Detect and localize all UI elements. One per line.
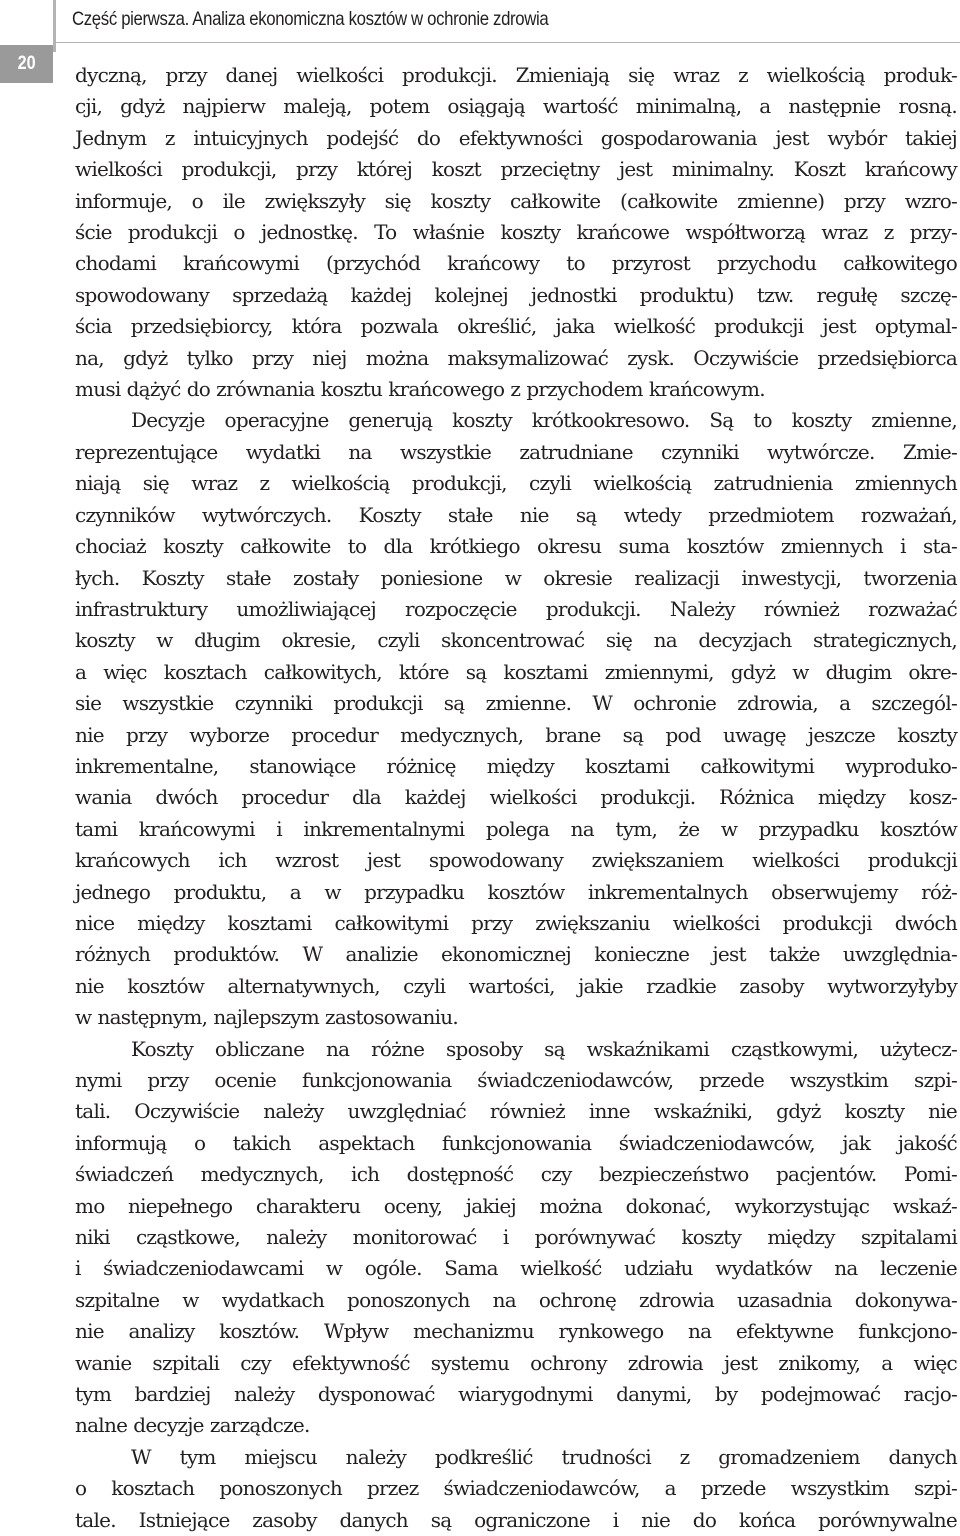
text-line: tali. Oczywiście należy uwzględniać również inne wskaźniki, gdyż koszty nie <box>75 1099 957 1124</box>
text-line: szpitalne w wydatkach ponoszonych na ochronę zdrowia uzasadnia dokonywa- <box>75 1287 957 1312</box>
text-line: ście produkcji o jednostkę. To właśnie koszty krańcowe współtworzą wraz z przy- <box>75 220 957 245</box>
text-line: inkrementalne, stanowiące różnicę między kosztami całkowitymi wyproduko- <box>75 753 957 778</box>
text-line: różnych produktów. W analizie ekonomicznej konieczne jest także uwzględnia- <box>75 942 957 967</box>
text-line: chociaż koszty całkowite to dla krótkiego okresu suma kosztów zmiennych i sta- <box>75 534 957 559</box>
text-line: ścia przedsiębiorcy, która pozwala określić, jaka wielkość produkcji jest optymal- <box>75 314 957 339</box>
text-line: krańcowych ich wzrost jest spowodowany zwiększaniem wielkości produkcji <box>75 848 957 873</box>
paragraph-costs-indicators <box>75 1034 957 1442</box>
text-line: tami krańcowymi i inkrementalnymi polega na tym, że w przypadku kosztów <box>75 816 957 841</box>
text-line: chodami krańcowymi (przychód krańcowy to przyrost przychodu całkowitego <box>75 251 957 276</box>
text-line: Decyzje operacyjne generują koszty krótkookresowo. Są to koszty zmienne, <box>131 408 957 433</box>
text-line: infrastruktury umożliwiającej rozpoczęcie produkcji. Należy również rozważać <box>75 596 957 621</box>
text-line: sie wszystkie czynniki produkcji są zmienne. W ochronie zdrowia, a szczegól- <box>75 691 957 716</box>
text-line: tym bardziej należy dysponować wiarygodnymi danymi, by podejmować racjo- <box>75 1382 957 1407</box>
text-line: informują o takich aspektach funkcjonowania świadczeniodawców, jak jakość <box>75 1130 957 1155</box>
text-line: W tym miejscu należy podkreślić trudności z gromadzeniem danych <box>131 1444 957 1469</box>
text-line: reprezentujące wydatki na wszystkie zatrudniane czynniki wytwórcze. Zmie- <box>75 439 957 464</box>
text-line: o kosztach ponoszonych przez świadczeniodawców, a przede wszystkim szpi- <box>75 1476 957 1501</box>
text-line: niają się wraz z wielkością produkcji, czyli wielkością zatrudnienia zmiennych <box>75 471 957 496</box>
header-horizontal-rule <box>53 42 960 43</box>
text-line: na, gdyż tylko przy niej można maksymalizować zysk. Oczywiście przedsiębiorca <box>75 345 957 370</box>
text-line: łych. Koszty stałe zostały poniesione w okresie realizacji inwestycji, tworzenia <box>75 565 957 590</box>
text-line: wanie szpitali czy efektywność systemu ochrony zdrowia jest znikomy, a więc <box>75 1350 957 1375</box>
text-line: musi dążyć do zrównania kosztu krańcowego z przychodem krańcowym. <box>75 377 765 402</box>
text-line: koszty w długim okresie, czyli skoncentrować się na decyzjach strategicznych, <box>75 628 957 653</box>
text-line: mo niepełnego charakteru oceny, jakiej można dokonać, wykorzystując wskaź- <box>75 1193 957 1218</box>
text-line: i świadczeniodawcami w ogóle. Sama wielkość udziału wydatków na leczenie <box>75 1256 957 1281</box>
paragraph-continued <box>75 60 957 405</box>
text-line: tale. Istniejące zasoby danych są ograniczone i nie do końca porównywalne <box>75 1507 957 1532</box>
header-vertical-rule <box>53 0 56 52</box>
text-line: w następnym, najlepszym zastosowaniu. <box>75 1005 458 1030</box>
page-number-tab <box>0 45 53 83</box>
text-line: spowodowany sprzedażą każdej kolejnej jednostki produktu) tzw. regułę szczę- <box>75 282 957 307</box>
text-line: wania dwóch procedur dla każdej wielkości produkcji. Różnica między kosz- <box>75 785 957 810</box>
running-head-title: Część pierwsza. Analiza ekonomiczna kosztów w ochronie zdrowia <box>72 8 549 30</box>
text-line: Koszty obliczane na różne sposoby są wskaźnikami cząstkowymi, użytecz- <box>131 1036 957 1061</box>
text-line: jednego produktu, a w przypadku kosztów inkrementalnych obserwujemy róż- <box>75 879 957 904</box>
text-line: cji, gdyż najpierw maleją, potem osiągają wartość minimalną, a następnie rosną. <box>75 94 957 119</box>
text-line: Jednym z intuicyjnych podejść do efektywności gospodarowania jest wybór takiej <box>75 125 957 150</box>
text-line: nymi przy ocenie funkcjonowania świadczeniodawców, przede wszystkim szpi- <box>75 1068 957 1092</box>
text-line: nie analizy kosztów. Wpływ mechanizmu rynkowego na efektywne funkcjono- <box>75 1319 957 1344</box>
text-line: świadczeń medycznych, ich dostępność czy bezpieczeństwo pacjentów. Pomi- <box>75 1162 957 1187</box>
text-line: nie przy wyborze procedur medycznych, brane są pod uwagę jeszcze koszty <box>75 722 957 747</box>
text-line: wielkości produkcji, przy której koszt przeciętny jest minimalny. Koszt krańcowy <box>75 157 957 182</box>
text-line: nalne decyzje zarządcze. <box>75 1413 310 1438</box>
text-line: czynników wytwórczych. Koszty stałe nie są wtedy przedmiotem rozważań, <box>75 502 957 527</box>
text-line: a więc kosztach całkowitych, które są kosztami zmiennymi, gdyż w długim okre- <box>75 659 957 684</box>
text-line: dyczną, przy danej wielkości produkcji. Zmieniają się wraz z wielkością produk- <box>75 63 957 87</box>
text-line: informuje, o ile zwiększyły się koszty całkowite (całkowite zmienne) przy wzro- <box>75 188 957 213</box>
text-line: nie kosztów alternatywnych, czyli wartości, jakie rzadkie zasoby wytworzyłyby <box>75 973 957 998</box>
page-number: 20 <box>17 53 36 74</box>
text-line: niki cząstkowe, należy monitorować i porównywać koszty między szpitalami <box>75 1225 957 1250</box>
paragraph-data-difficulties <box>75 1442 957 1536</box>
body-text <box>75 60 957 1536</box>
paragraph-decisions <box>75 405 957 1033</box>
text-line: nice między kosztami całkowitymi przy zwiększaniu wielkości produkcji dwóch <box>75 910 957 935</box>
